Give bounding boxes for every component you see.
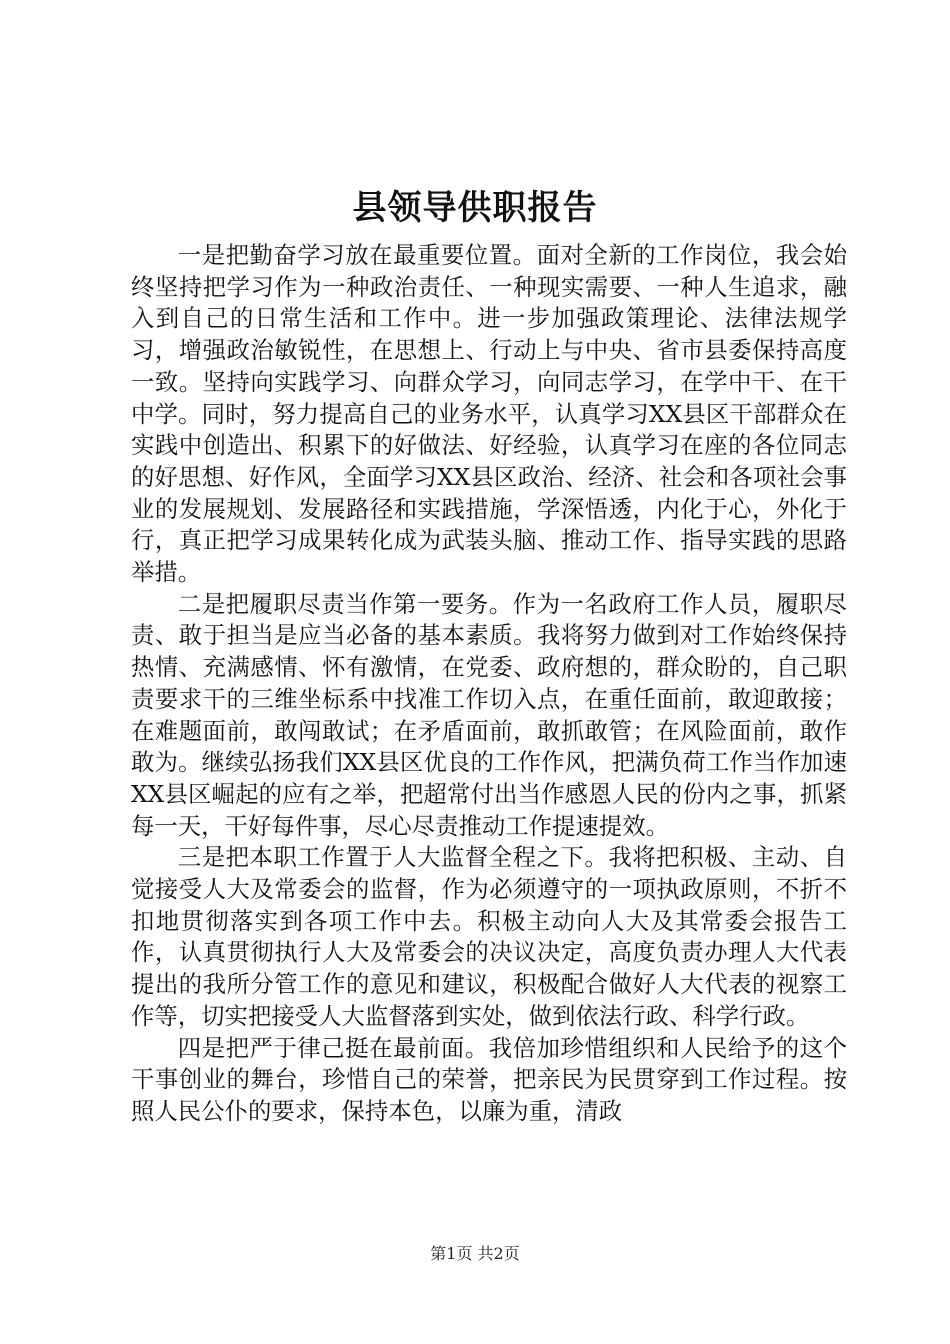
document-title: 县领导供职报告 [352, 188, 598, 228]
paragraph-2: 二是把履职尽责当作第一要务。作为一名政府工作人员，履职尽责、敢于担当是应当必备的基本素质。我将努力做到对工作始终保持热情、充满感情、怀有激情，在党委、政府想的，群众盼的，自己职责要求干的三维坐标系中找准工作切入点，在重任面前，敢迎敢接；在难题面前，敢闯敢试；在矛盾面前，敢抓敢管；在风险面前，敢作敢为。继续弘扬我们XX县区优良的工作作风，把满负荷工作当作加速XX县区崛起的应有之举，把超常付出当作感恩人民的份内之事，抓紧每一天，干好每件事，尽心尽责推动工作提速提效。 [131, 589, 847, 840]
paragraph-3: 三是把本职工作置于人大监督全程之下。我将把积极、主动、自觉接受人大及常委会的监督，作为必须遵守的一项执政原则，不折不扣地贯彻落实到各项工作中去。积极主动向人大及其常委会报告工作，认真贯彻执行人大及常委会的决议决定，高度负责办理人大代表提出的我所分管工作的意见和建议，积极配合做好人大代表的视察工作等，切实把接受人大监督落到实处，做到依法行政、科学行政。 [131, 843, 847, 1030]
paragraph-4: 四是把严于律己挺在最前面。我倍加珍惜组织和人民给予的这个干事创业的舞台，珍惜自己的荣誉，把亲民为民贯穿到工作过程。按照人民公仆的要求，保持本色，以廉为重，清政 [131, 1033, 847, 1125]
page-footer: 第1页 共2页 [430, 1244, 520, 1263]
paragraph-1: 一是把勤奋学习放在最重要位置。面对全新的工作岗位，我会始终坚持把学习作为一种政治责任、一种现实需要、一种人生追求，融入到自己的日常生活和工作中。进一步加强政策理论、法律法规学习，增强政治敏锐性，在思想上、行动上与中央、省市县委保持高度一致。坚持向实践学习、向群众学习，向同志学习，在学中干、在干中学。同时，努力提高自己的业务水平，认真学习XX县区干部群众在实践中创造出、积累下的好做法、好经验，认真学习在座的各位同志的好思想、好作风，全面学习XX县区政治、经济、社会和各项社会事业的发展规划、发展路径和实践措施，学深悟透，内化于心，外化于行，真正把学习成果转化成为武装头脑、推动工作、指导实践的思路举措。 [131, 241, 847, 587]
document-body [131, 240, 847, 1128]
